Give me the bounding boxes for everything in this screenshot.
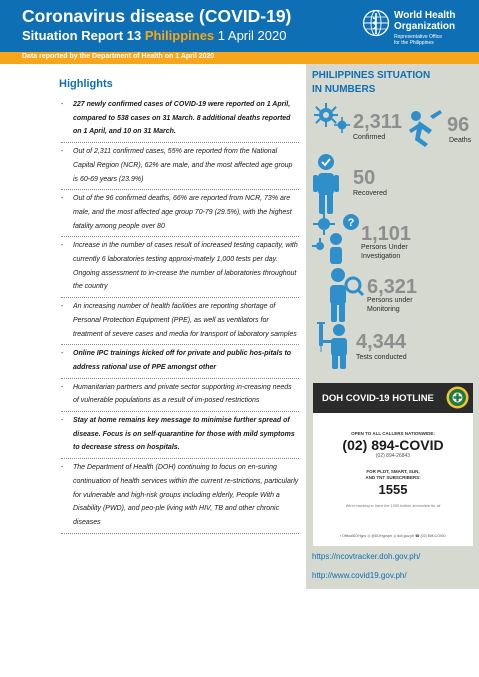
highlight-item <box>61 379 299 412</box>
highlight-item <box>61 298 299 345</box>
report-subtitle <box>22 28 286 43</box>
report-title: Coronavirus disease (COVID-19) <box>22 6 292 26</box>
ncovtracker-link[interactable]: https://ncovtracker.doh.gov.ph/ <box>312 552 421 561</box>
person-check-icon <box>313 153 347 215</box>
hotline-note: We're working to have the 1555 hotline accessible for all <box>345 504 441 508</box>
reported-by-bar <box>0 52 479 64</box>
virus-question-icon <box>312 212 360 264</box>
hotline-number[interactable]: (02) 894-COVID <box>342 437 444 453</box>
who-office-line2: for the Philippines <box>394 40 434 46</box>
hotline-open-label: OPEN TO ALL CALLERS NATIONWIDE: <box>351 431 435 436</box>
highlight-text: Online IPC trainings kicked off for private and public hos-pitals to address rational use of PPE amongst other <box>73 350 292 371</box>
bullet-dash: - <box>61 464 64 472</box>
person-search-icon <box>326 267 364 323</box>
bullet-dash: - <box>61 101 64 108</box>
bullet-dash: - <box>61 195 64 203</box>
highlight-item <box>61 237 299 298</box>
bullet-dash: - <box>61 383 64 391</box>
report-country: Philippines <box>144 28 215 43</box>
situation-title-line1: PHILIPPINES SITUATION <box>312 70 431 81</box>
person-falling-icon <box>404 106 446 148</box>
highlight-item <box>61 190 299 237</box>
hotline-pldt-line1: FOR PLDT, SMART, SUN, <box>366 469 420 474</box>
highlights-title: Highlights <box>59 78 113 90</box>
hotline-title: DOH COVID-19 HOTLINE <box>322 393 434 404</box>
svg-text:?: ? <box>347 217 355 229</box>
pui-value: 1,101 <box>361 223 412 245</box>
bullet-dash: - <box>61 417 64 425</box>
highlights-list <box>61 96 299 534</box>
highlight-item <box>61 345 299 378</box>
confirmed-value: 2,311 <box>353 111 402 133</box>
report-number: Situation Report 13 <box>22 28 142 43</box>
highlight-text: Increase in the number of cases result of increased testing capacity, with currently 6 laboratories testing approxi-mately 1,000 tests per day. Ongoing assessment to in-crease the number of laboratories throughout the country <box>73 242 298 291</box>
bullet-dash: - <box>61 148 64 156</box>
doh-seal-icon <box>446 386 469 409</box>
bullet-dash: - <box>61 242 64 250</box>
covid19-gov-link[interactable]: http://www.covid19.gov.ph/ <box>312 571 407 580</box>
reported-by-text: Data reported by the Department of Health on 1 April 2020 <box>22 53 215 60</box>
highlight-text: The Department of Health (DOH) continuing to focus on en-suring continuation of health services within the current re-strictions, particularly for vulnerable and high-risk groups including elderly, People With a Disability (PWD), and peo-ple living with HIV, TB and other chronic diseases <box>73 464 299 526</box>
pui-label-line1: Persons Under <box>361 244 408 251</box>
hotline-pldt-line2: AND TNT SUBSCRIBERS: <box>365 475 421 480</box>
highlight-text: An increasing number of health facilities are reporting shortage of Personal Protection Equipment (PPE), as well as ventilators for treatment of severe cases and media for transport of laboratory samples <box>73 303 297 338</box>
highlight-text: Stay at home remains key message to minimise further spread of disease. Focus is on self-quarantine for those with mild symptoms to decrease stress on hospitals. <box>73 417 295 452</box>
hotline-alt-number[interactable]: (02) 894-26843 <box>375 453 411 459</box>
who-office-line1: Representative Office <box>394 34 442 40</box>
highlight-item <box>61 96 299 143</box>
situation-title-line2: IN NUMBERS <box>312 84 376 95</box>
hotline-social: f OfficialDOHgov ◎ @DOHgovph ◎ doh.gov.ph ☎ (02) 894-COVID <box>340 534 446 538</box>
who-name-line2: Organization <box>394 21 456 32</box>
highlight-item <box>61 412 299 459</box>
syringe-person-icon <box>313 322 355 370</box>
hotline-card <box>313 383 473 546</box>
highlight-text: Humanitarian partners and private sector supporting in-creasing needs of vulnerable populations as a result of im-posed restrictions <box>73 383 292 405</box>
pui-label-line2: Investigation <box>361 253 401 260</box>
report-header <box>0 0 479 52</box>
report-date: 1 April 2020 <box>217 28 287 43</box>
confirmed-label: Confirmed <box>353 134 386 141</box>
bullet-dash: - <box>61 350 64 358</box>
tests-value: 4,344 <box>356 331 407 353</box>
pum-label-line2: Monitoring <box>367 306 400 313</box>
deaths-label: Deaths <box>449 137 472 144</box>
bullet-dash: - <box>61 303 64 311</box>
recovered-label: Recovered <box>353 190 387 197</box>
highlight-item <box>61 143 299 190</box>
recovered-value: 50 <box>353 167 376 189</box>
tests-label: Tests conducted <box>356 354 407 361</box>
who-name-line1: World Health <box>394 10 456 21</box>
who-emblem-icon <box>362 9 390 37</box>
highlight-text: Out of the 96 confirmed deaths, 66% are reported from NCR, 73% are male, and the most affected age group 70-79 (29.5%), with the highest fatality among people over 80 <box>73 195 292 230</box>
highlight-text: 227 newly confirmed cases of COVID-19 were reported on 1 April, compared to 538 cases on 31 March. 8 additional deaths reported on 1 April, and 10 on 31 March. <box>73 101 291 136</box>
pum-value: 6,321 <box>367 276 418 298</box>
deaths-value: 96 <box>447 114 470 136</box>
highlight-text: Out of 2,311 confirmed cases, 55% are reported from the National Capital Region (NCR), 62% are male, and the most affected age group is 60-69 years (23.9%) <box>73 148 293 183</box>
hotline-short-number[interactable]: 1555 <box>378 482 408 497</box>
virus-icon <box>312 101 352 139</box>
highlight-item <box>61 459 299 534</box>
pum-label-line1: Persons under <box>367 297 413 304</box>
who-logo <box>362 8 474 48</box>
